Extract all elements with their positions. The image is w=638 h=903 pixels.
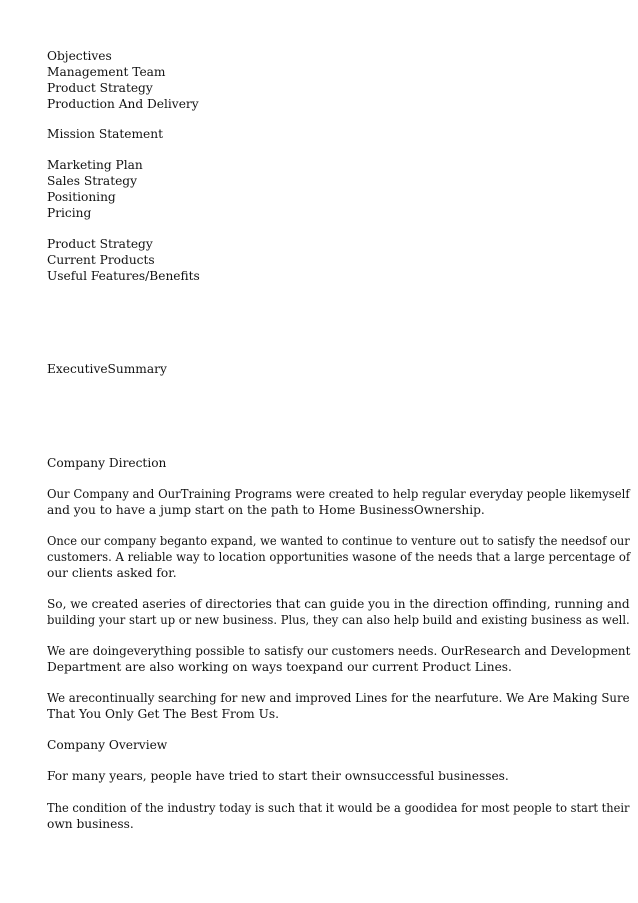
company-overview-heading: Company Overview bbox=[47, 738, 168, 752]
paragraph-line: For many years, people have tried to start their ownsuccessful businesses. bbox=[47, 769, 509, 783]
paragraph-line: our clients asked for. bbox=[47, 566, 177, 580]
toc-item-product-strategy-2: Product Strategy bbox=[47, 237, 153, 251]
paragraph-line: We are doingeverything possible to satisfy our customers needs. OurResearch and Development bbox=[47, 644, 631, 658]
toc-item-production-and-delivery: Production And Delivery bbox=[47, 97, 199, 111]
paragraph-line: We arecontinually searching for new and improved Lines for the nearfuture. We Are Making Sure bbox=[47, 691, 630, 705]
toc-item-product-strategy: Product Strategy bbox=[47, 81, 153, 95]
paragraph-line: Once our company beganto expand, we wanted to continue to venture out to satisfy the needsof our bbox=[47, 534, 630, 548]
toc-item-pricing: Pricing bbox=[47, 206, 92, 220]
paragraph-line: That You Only Get The Best From Us. bbox=[47, 707, 279, 721]
toc-item-sales-strategy: Sales Strategy bbox=[47, 174, 137, 188]
toc-item-marketing-plan: Marketing Plan bbox=[47, 158, 143, 172]
paragraph-line: Department are also working on ways toexpand our current Product Lines. bbox=[47, 660, 512, 674]
paragraph-line: Our Company and OurTraining Programs were created to help regular everyday people likemyself bbox=[47, 487, 630, 501]
toc-item-objectives: Objectives bbox=[47, 49, 112, 63]
toc-item-mission-statement: Mission Statement bbox=[47, 127, 163, 141]
paragraph-line: and you to have a jump start on the path to Home BusinessOwnership. bbox=[47, 503, 485, 517]
paragraph-line: So, we created aseries of directories that can guide you in the direction offinding, running and bbox=[47, 597, 630, 611]
paragraph-line: The condition of the industry today is such that it would be a goodidea for most people to start their bbox=[47, 801, 630, 815]
toc-item-current-products: Current Products bbox=[47, 253, 155, 267]
company-direction-heading: Company Direction bbox=[47, 456, 167, 470]
paragraph-line: building your start up or new business. Plus, they can also help build and existing business as well. bbox=[47, 613, 630, 627]
toc-item-positioning: Positioning bbox=[47, 190, 116, 204]
paragraph-line: own business. bbox=[47, 817, 134, 831]
executive-summary-heading: ExecutiveSummary bbox=[47, 362, 167, 376]
toc-item-management-team: Management Team bbox=[47, 65, 166, 79]
paragraph-line: customers. A reliable way to location opportunities wasone of the needs that a large percentage of bbox=[47, 550, 631, 564]
toc-item-useful-features: Useful Features/Benefits bbox=[47, 269, 200, 283]
